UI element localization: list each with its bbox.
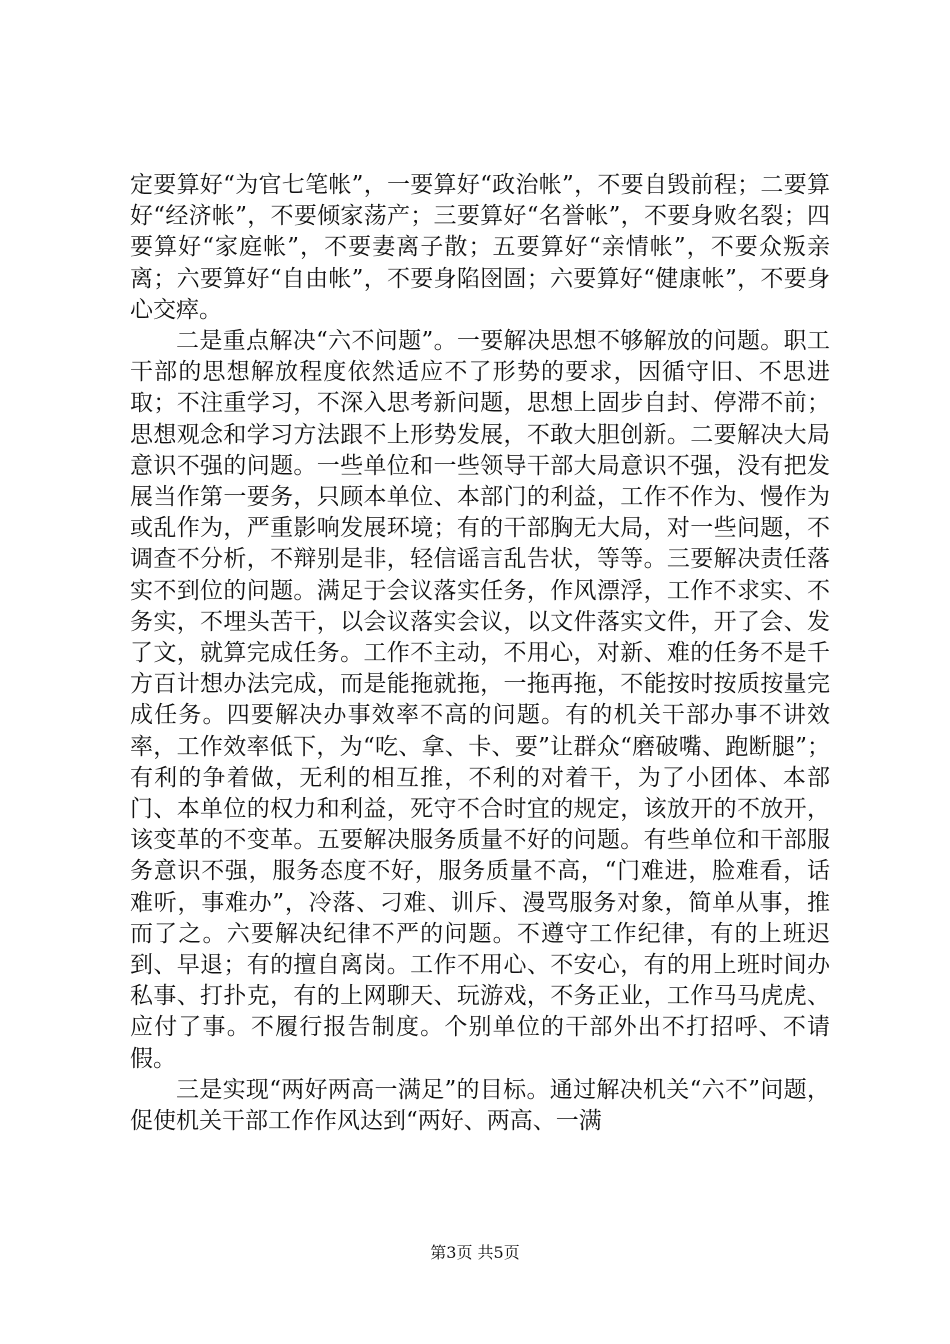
paragraph-six-problems: 二是重点解决“六不问题”。一要解决思想不够解放的问题。职工干部的思想解放程度依然适应不了形势的要求，因循守旧、不思进取；不注重学习，不深入思考新问题，思想上固步自封、停滞不前；思想观念和学习方法跟不上形势发展，不敢大胆创新。二要解决大局意识不强的问题。一些单位和一些领导干部大局意识不强，没有把发展当作第一要务，只顾本单位、本部门的利益，工作不作为、慢作为或乱作为，严重影响发展环境；有的干部胸无大局，对一些问题，不调查不分析，不辩别是非，轻信谣言乱告状，等等。三要解决责任落实不到位的问题。满足于会议落实任务，作风漂浮，工作不求实、不务实，不埋头苦干，以会议落实会议，以文件落实文件，开了会、发了文，就算完成任务。工作不主动，不用心，对新、难的任务不是千方百计想办法完成，而是能拖就拖，一拖再拖，不能按时按质按量完成任务。四要解决办事效率不高的问题。有的机关干部办事不讲效率，工作效率低下，为“吃、拿、卡、要”让群众“磨破嘴、跑断腿”；有利的争着做，无利的相互推，不利的对着干，为了小团体、本部门、本单位的权力和利益，死守不合时宜的规定，该放开的不放开，该变革的不变革。五要解决服务质量不好的问题。有些单位和干部服务意识不强，服务态度不好，服务质量不高，“门难进，脸难看，话难听，事难办”，冷落、刁难、训斥、漫骂服务对象，简单从事，推而了之。六要解决纪律不严的问题。不遵守工作纪律，有的上班迟到、早退；有的擅自离岗。工作不用心、不安心，有的用上班时间办私事、打扑克，有的上网聊天、玩游戏，不务正业，工作马马虎虎、应付了事。不履行报告制度。个别单位的干部外出不打招呼、不请假。 bbox=[130, 328, 830, 1072]
document-body bbox=[130, 170, 830, 1137]
page-footer: 第3页 共5页 bbox=[430, 1243, 520, 1262]
paragraph-account-list: 定要算好“为官七笔帐”，一要算好“政治帐”，不要自毁前程；二要算好“经济帐”，不要倾家荡产；三要算好“名誉帐”，不要身败名裂；四要算好“家庭帐”，不要妻离子散；五要算好“亲情帐”，不要众叛亲离；六要算好“自由帐”，不要身陷囹圄；六要算好“健康帐”，不要身心交瘁。 bbox=[130, 172, 830, 323]
paragraph-goal: 三是实现“两好两高一满足”的目标。通过解决机关“六不”问题，促使机关干部工作作风达到“两好、两高、一满 bbox=[130, 1076, 830, 1135]
